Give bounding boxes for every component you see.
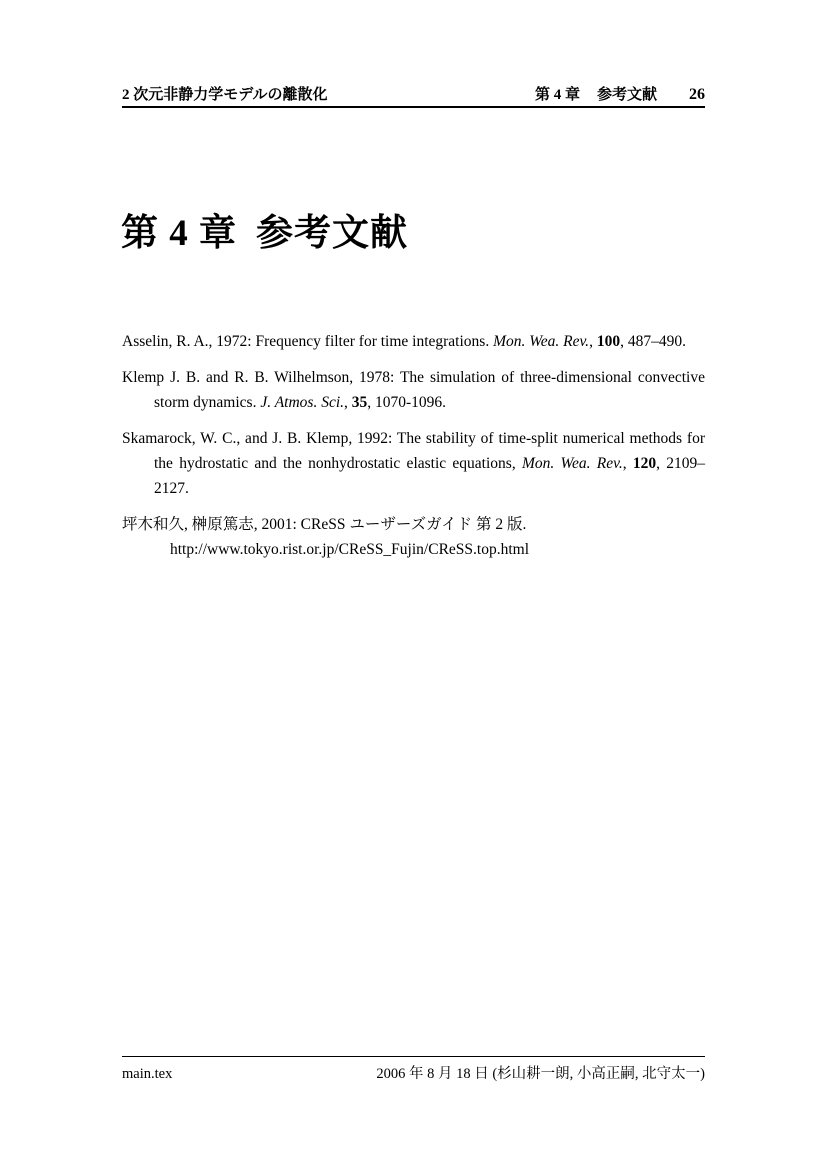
reference-text: Asselin, R. A., 1972: Frequency filter for time integrations.	[122, 333, 494, 350]
volume-number: 100	[596, 333, 621, 350]
chapter-title: 参考文献	[256, 213, 408, 254]
footer-date-authors: 2006 年 8 月 18 日 (杉山耕一朗, 小高正嗣, 北守太一)	[376, 1066, 705, 1082]
journal-name: Mon. Wea. Rev.	[493, 333, 590, 350]
journal-name: J. Atmos. Sci.	[260, 394, 345, 411]
header-chapter-title: 参考文献	[596, 87, 657, 103]
reference-text: ,	[344, 394, 352, 411]
footer-filename: main.tex	[122, 1066, 173, 1082]
reference-text: Klemp J. B. and R. B. Wilhelmson, 1978: The simulation of three-dimensional convective storm dynamics.	[122, 369, 705, 411]
page-number: 26	[689, 86, 705, 103]
header-rule	[122, 106, 705, 108]
reference-entry	[122, 512, 705, 562]
chapter-heading	[121, 202, 408, 256]
reference-text: Skamarock, W. C., and J. B. Klemp, 1992: The stability of time-split numerical methods for the hydrostatic and the nonhydrostatic elastic equations,	[122, 430, 705, 472]
footer-rule	[122, 1056, 705, 1057]
chapter-number: 第 4 章	[121, 213, 237, 254]
page-footer	[122, 1062, 705, 1083]
reference-text: ,	[622, 455, 633, 472]
reference-text: , 2109–2127.	[154, 455, 706, 497]
header-section-title: 2 次元非静力学モデルの離散化	[122, 87, 328, 103]
header-chapter-info	[535, 83, 705, 104]
reference-url: http://www.tokyo.rist.or.jp/CReSS_Fujin/CReSS.top.html	[170, 541, 529, 558]
header-chapter-label: 第 4 章	[534, 87, 580, 103]
reference-entry	[122, 426, 705, 501]
page-header	[122, 83, 705, 104]
reference-entry	[122, 365, 705, 415]
reference-text: ,	[589, 333, 597, 350]
volume-number: 120	[632, 455, 657, 472]
journal-name: Mon. Wea. Rev.	[521, 455, 623, 472]
reference-list	[122, 329, 705, 573]
reference-text: 坪木和久, 榊原篤志, 2001: CReSS ユーザーズガイド 第 2 版.	[122, 516, 527, 533]
reference-text: , 487–490.	[620, 333, 686, 350]
volume-number: 35	[351, 394, 368, 411]
reference-text: , 1070-1096.	[367, 394, 447, 411]
reference-entry	[122, 329, 705, 354]
